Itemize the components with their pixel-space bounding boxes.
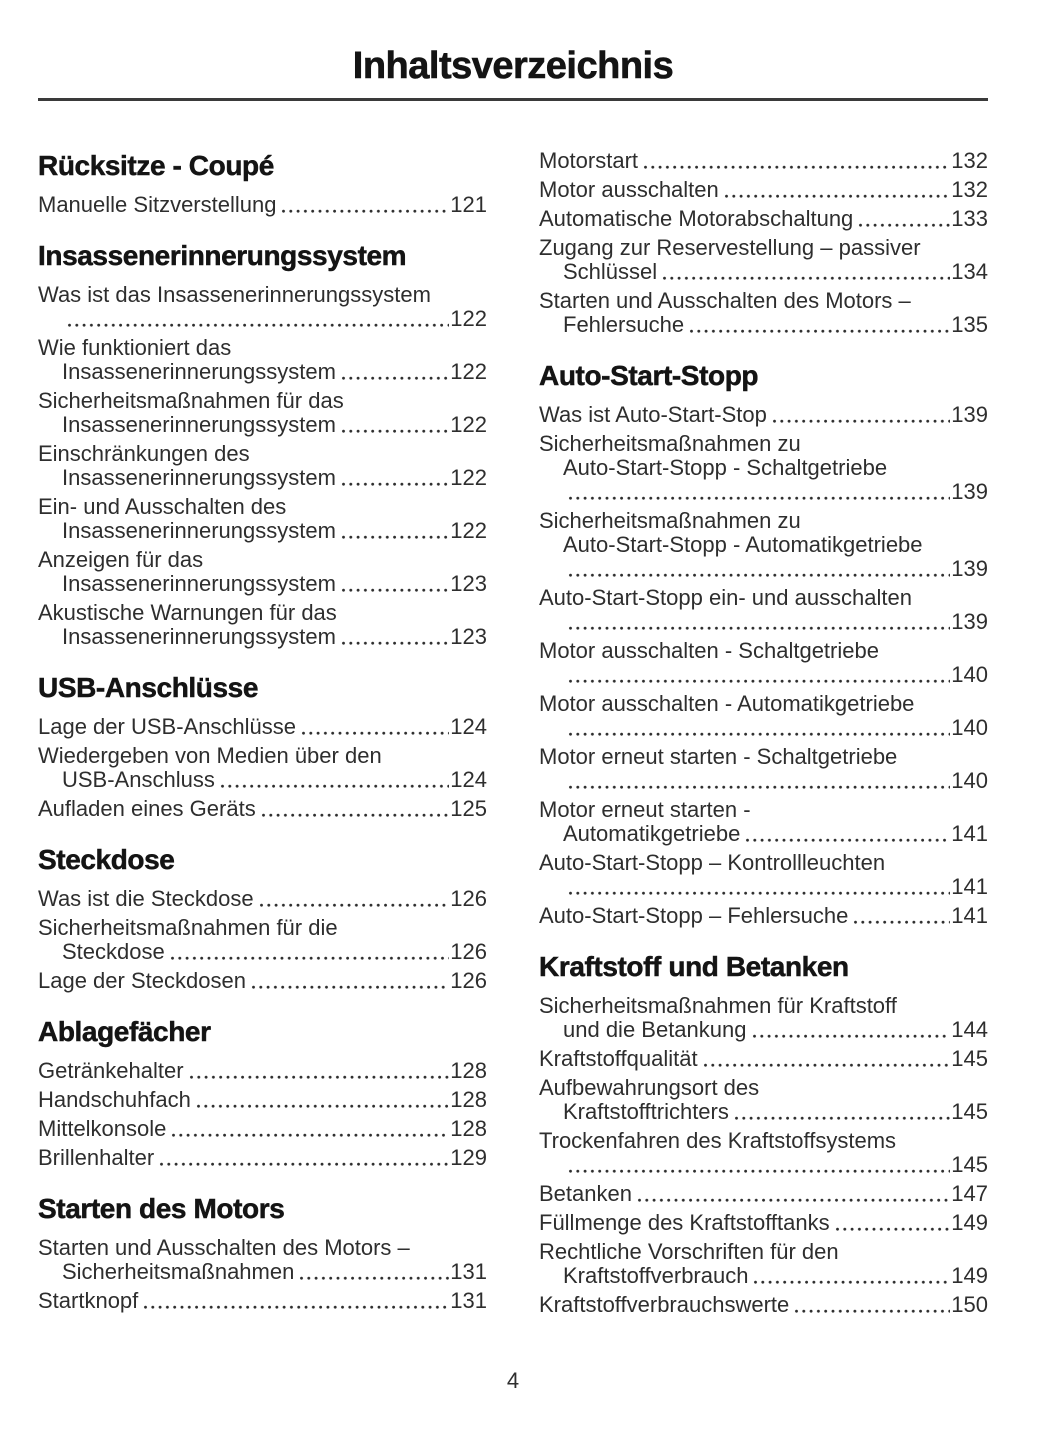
toc-entry — [38, 1088, 487, 1112]
entry-text: Was ist die Steckdose — [38, 886, 254, 911]
toc-entry — [38, 1236, 487, 1284]
entry-last-line — [38, 887, 487, 911]
entry-text: Insassenerinnerungssystem — [62, 518, 336, 543]
section-heading: USB-Anschlüsse — [38, 672, 259, 703]
entry-text: Aufladen eines Geräts — [38, 796, 256, 821]
entry-text: Kraftstoffverbrauch — [563, 1263, 749, 1288]
entry-text: Motorstart — [539, 148, 639, 173]
entry-page-ref: 122 — [450, 518, 487, 543]
entry-last-line — [38, 413, 487, 437]
section-heading: Steckdose — [38, 844, 175, 875]
dot-leader — [281, 208, 449, 214]
entry-page-ref: 123 — [450, 571, 487, 596]
page-number: 4 — [506, 1368, 520, 1393]
toc-section — [38, 149, 487, 217]
entry-page-ref: 122 — [450, 465, 487, 490]
entry-page-ref: 132 — [951, 177, 988, 202]
entry-text: Automatische Motorabschaltung — [539, 206, 854, 231]
toc-entry — [38, 744, 487, 792]
entry-last-line — [539, 178, 988, 202]
dot-leader — [662, 275, 950, 281]
entry-line: Motor ausschalten - Automatikgetriebe — [539, 691, 915, 716]
toc-entry — [38, 193, 487, 217]
entry-line: Sicherheitsmaßnahmen für die — [38, 915, 338, 940]
section-heading: Auto-Start-Stopp — [539, 360, 759, 391]
toc-entry — [38, 283, 487, 331]
dot-leader — [189, 1074, 450, 1080]
entry-line: Sicherheitsmaßnahmen zu — [539, 431, 801, 456]
entry-line: Akustische Warnungen für das — [38, 600, 337, 625]
entry-text: und die Betankung — [563, 1017, 747, 1042]
entry-page-ref: 140 — [951, 715, 988, 740]
entry-last-line — [38, 519, 487, 543]
entry-page-ref: 126 — [450, 939, 487, 964]
entry-text: Was ist Auto-Start-Stop — [539, 402, 767, 427]
entry-last-line — [539, 1153, 988, 1177]
entry-text: Füllmenge des Kraftstofftanks — [539, 1210, 830, 1235]
entry-text: Kraftstofftrichters — [563, 1099, 729, 1124]
entry-last-line — [539, 716, 988, 740]
entry-text: Sicherheitsmaßnahmen — [62, 1259, 295, 1284]
entry-line: Auto-Start-Stopp ein- und ausschalten — [539, 585, 913, 610]
entry-last-line — [539, 403, 988, 427]
toc-entry — [38, 1289, 487, 1313]
entry-page-ref: 122 — [450, 306, 487, 331]
entry-page-ref: 122 — [450, 412, 487, 437]
dot-leader — [853, 919, 950, 925]
toc-entry — [539, 1240, 988, 1288]
dot-leader — [724, 193, 951, 199]
dot-leader — [637, 1197, 950, 1203]
toc-entry — [539, 403, 988, 427]
entry-last-line — [38, 1117, 487, 1141]
entry-last-line — [38, 1260, 487, 1284]
entry-last-line — [539, 822, 988, 846]
dot-leader — [159, 1161, 449, 1167]
entry-line: Auto-Start-Stopp - Schaltgetriebe — [563, 455, 888, 480]
entry-text: Automatikgetriebe — [563, 821, 741, 846]
entry-page-ref: 140 — [951, 768, 988, 793]
entry-page-ref: 141 — [951, 874, 988, 899]
toc-entry — [38, 389, 487, 437]
entry-text: Insassenerinnerungssystem — [62, 571, 336, 596]
dot-leader — [568, 625, 950, 631]
entry-line: Wie funktioniert das — [38, 335, 232, 360]
entry-text: Fehlersuche — [563, 312, 685, 337]
dot-leader — [772, 418, 950, 424]
dot-leader — [301, 730, 449, 736]
entry-last-line — [38, 625, 487, 649]
entry-page-ref: 145 — [951, 1099, 988, 1124]
toc-entry — [539, 1047, 988, 1071]
toc-entry — [539, 586, 988, 634]
toc-entry — [38, 969, 487, 993]
toc-entry — [539, 904, 988, 928]
entry-text: Auto-Start-Stopp – Fehlersuche — [539, 903, 849, 928]
toc-entry — [539, 207, 988, 231]
dot-leader — [261, 812, 450, 818]
toc-section — [38, 239, 487, 649]
dot-leader — [689, 328, 950, 334]
entry-line: Einschränkungen des — [38, 441, 250, 466]
toc-column-right — [539, 149, 988, 1322]
entry-last-line — [539, 1211, 988, 1235]
entry-text: USB-Anschluss — [62, 767, 215, 792]
dot-leader — [299, 1275, 449, 1281]
section-heading: Starten des Motors — [38, 1193, 285, 1224]
entry-text: Kraftstoffverbrauchswerte — [539, 1292, 790, 1317]
dot-leader — [143, 1304, 449, 1310]
entry-last-line — [539, 1182, 988, 1206]
dot-leader — [568, 495, 950, 501]
entry-line: Auto-Start-Stopp – Kontrollleuchten — [539, 850, 886, 875]
entry-page-ref: 126 — [450, 886, 487, 911]
toc-entry — [539, 1211, 988, 1235]
dot-leader — [251, 984, 449, 990]
entry-text: Betanken — [539, 1181, 632, 1206]
entry-last-line — [539, 1018, 988, 1042]
toc-entry — [539, 692, 988, 740]
entry-page-ref: 133 — [951, 206, 988, 231]
dot-leader — [341, 375, 449, 381]
dot-leader — [220, 783, 449, 789]
toc-section — [38, 843, 487, 993]
entry-last-line — [38, 940, 487, 964]
entry-line: Motor erneut starten - Schaltgetriebe — [539, 744, 898, 769]
entry-text: Getränkehalter — [38, 1058, 184, 1083]
entry-text: Insassenerinnerungssystem — [62, 412, 336, 437]
entry-last-line — [539, 875, 988, 899]
toc-entry — [38, 1146, 487, 1170]
toc-column-left — [38, 149, 487, 1322]
entry-last-line — [539, 769, 988, 793]
entry-page-ref: 139 — [951, 609, 988, 634]
toc-section — [539, 359, 988, 928]
entry-page-ref: 149 — [951, 1210, 988, 1235]
entry-text: Handschuhfach — [38, 1087, 191, 1112]
entry-text: Motor ausschalten — [539, 177, 719, 202]
entry-text: Steckdose — [62, 939, 165, 964]
entry-last-line — [38, 768, 487, 792]
toc-section — [539, 950, 988, 1317]
entry-last-line — [38, 1146, 487, 1170]
title-divider — [38, 98, 988, 101]
entry-page-ref: 149 — [951, 1263, 988, 1288]
entry-last-line — [539, 557, 988, 581]
toc-entry — [38, 495, 487, 543]
dot-leader — [259, 902, 450, 908]
entry-line: Anzeigen für das — [38, 547, 204, 572]
entry-page-ref: 140 — [951, 662, 988, 687]
entry-last-line — [38, 715, 487, 739]
dot-leader — [752, 1033, 951, 1039]
toc-section — [539, 149, 988, 337]
entry-line: Motor erneut starten - — [539, 797, 751, 822]
entry-line: Was ist das Insassenerinnerungssystem — [38, 282, 431, 307]
entry-last-line — [539, 1100, 988, 1124]
entry-page-ref: 141 — [951, 821, 988, 846]
entry-page-ref: 121 — [450, 192, 487, 217]
section-heading: Rücksitze - Coupé — [38, 150, 274, 181]
entry-last-line — [539, 313, 988, 337]
toc-entry — [38, 1117, 487, 1141]
dot-leader — [858, 222, 950, 228]
toc-section — [38, 671, 487, 821]
dot-leader — [568, 784, 950, 790]
entry-page-ref: 131 — [450, 1288, 487, 1313]
entry-last-line — [539, 1264, 988, 1288]
entry-line: Ein- und Ausschalten des — [38, 494, 287, 519]
entry-text: Insassenerinnerungssystem — [62, 465, 336, 490]
entry-page-ref: 126 — [450, 968, 487, 993]
entry-text: Mittelkonsole — [38, 1116, 167, 1141]
section-heading: Ablagefächer — [38, 1016, 211, 1047]
dot-leader — [171, 1132, 449, 1138]
entry-text: Lage der USB-Anschlüsse — [38, 714, 297, 739]
entry-page-ref: 128 — [450, 1116, 487, 1141]
entry-line: Sicherheitsmaßnahmen zu — [539, 508, 801, 533]
entry-last-line — [539, 904, 988, 928]
entry-page-ref: 144 — [951, 1017, 988, 1042]
entry-line: Motor ausschalten - Schaltgetriebe — [539, 638, 879, 663]
toc-entry — [38, 601, 487, 649]
entry-page-ref: 145 — [951, 1152, 988, 1177]
entry-page-ref: 124 — [450, 714, 487, 739]
entry-last-line — [38, 466, 487, 490]
entry-page-ref: 139 — [951, 556, 988, 581]
entry-line: Auto-Start-Stopp - Automatikgetriebe — [563, 532, 923, 557]
toc-entry — [38, 336, 487, 384]
dot-leader — [643, 164, 950, 170]
entry-last-line — [539, 149, 988, 173]
entry-last-line — [539, 610, 988, 634]
toc-entry — [38, 548, 487, 596]
toc-entry — [38, 797, 487, 821]
entry-page-ref: 135 — [951, 312, 988, 337]
toc-entry — [539, 1293, 988, 1317]
entry-line: Trockenfahren des Kraftstoffsystems — [539, 1128, 897, 1153]
section-heading: Kraftstoff und Betanken — [539, 951, 849, 982]
toc-entry — [539, 798, 988, 846]
entry-last-line — [539, 663, 988, 687]
toc-entry — [38, 442, 487, 490]
entry-last-line — [38, 1059, 487, 1083]
dot-leader — [568, 572, 950, 578]
dot-leader — [341, 481, 449, 487]
entry-page-ref: 122 — [450, 359, 487, 384]
entry-page-ref: 141 — [951, 903, 988, 928]
entry-text: Lage der Steckdosen — [38, 968, 246, 993]
dot-leader — [753, 1279, 950, 1285]
toc-entry — [539, 851, 988, 899]
entry-last-line — [38, 1289, 487, 1313]
dot-leader — [835, 1226, 951, 1232]
entry-last-line — [539, 1047, 988, 1071]
dot-leader — [794, 1308, 950, 1314]
entry-page-ref: 139 — [951, 479, 988, 504]
dot-leader — [568, 890, 950, 896]
entry-text: Insassenerinnerungssystem — [62, 359, 336, 384]
entry-line: Zugang zur Reservestellung – passiver — [539, 235, 921, 260]
dot-leader — [568, 1168, 950, 1174]
dot-leader — [568, 731, 950, 737]
entry-line: Sicherheitsmaßnahmen für das — [38, 388, 344, 413]
entry-last-line — [38, 307, 487, 331]
entry-text: Startknopf — [38, 1288, 139, 1313]
entry-page-ref: 132 — [951, 148, 988, 173]
entry-last-line — [38, 193, 487, 217]
entry-last-line — [539, 1293, 988, 1317]
toc-section — [38, 1192, 487, 1313]
dot-leader — [196, 1103, 449, 1109]
entry-page-ref: 124 — [450, 767, 487, 792]
entry-text: Kraftstoffqualität — [539, 1046, 698, 1071]
entry-text: Schlüssel — [563, 259, 658, 284]
toc-entry — [539, 639, 988, 687]
toc-entry — [38, 715, 487, 739]
toc-entry — [539, 1076, 988, 1124]
entry-text: Manuelle Sitzverstellung — [38, 192, 277, 217]
entry-line: Starten und Ausschalten des Motors – — [38, 1235, 410, 1260]
toc-entry — [38, 887, 487, 911]
toc-entry — [539, 745, 988, 793]
entry-page-ref: 145 — [951, 1046, 988, 1071]
entry-last-line — [38, 969, 487, 993]
toc-entry — [539, 994, 988, 1042]
dot-leader — [703, 1062, 951, 1068]
dot-leader — [734, 1115, 950, 1121]
toc-section — [38, 1015, 487, 1170]
section-heading: Insassenerinnerungssystem — [38, 240, 407, 271]
toc-columns — [38, 149, 988, 1322]
entry-line: Rechtliche Vorschriften für den — [539, 1239, 839, 1264]
entry-page-ref: 134 — [951, 259, 988, 284]
entry-page-ref: 129 — [450, 1145, 487, 1170]
entry-last-line — [38, 1088, 487, 1112]
entry-line: Starten und Ausschalten des Motors – — [539, 288, 911, 313]
toc-entry — [539, 509, 988, 581]
entry-last-line — [38, 360, 487, 384]
toc-entry — [539, 149, 988, 173]
entry-line: Wiedergeben von Medien über den — [38, 743, 382, 768]
dot-leader — [170, 955, 450, 961]
entry-line: Sicherheitsmaßnahmen für Kraftstoff — [539, 993, 897, 1018]
dot-leader — [745, 837, 950, 843]
toc-entry — [539, 289, 988, 337]
entry-text: Brillenhalter — [38, 1145, 155, 1170]
toc-entry — [539, 178, 988, 202]
entry-page-ref: 128 — [450, 1087, 487, 1112]
entry-last-line — [38, 797, 487, 821]
toc-entry — [539, 1129, 988, 1177]
entry-page-ref: 139 — [951, 402, 988, 427]
toc-entry — [539, 1182, 988, 1206]
dot-leader — [341, 587, 449, 593]
toc-entry — [38, 916, 487, 964]
entry-page-ref: 128 — [450, 1058, 487, 1083]
entry-page-ref: 150 — [951, 1292, 988, 1317]
dot-leader — [341, 534, 449, 540]
entry-last-line — [539, 480, 988, 504]
toc-entry — [539, 236, 988, 284]
entry-line: Aufbewahrungsort des — [539, 1075, 760, 1100]
entry-page-ref: 131 — [450, 1259, 487, 1284]
entry-page-ref: 123 — [450, 624, 487, 649]
entry-page-ref: 125 — [450, 796, 487, 821]
dot-leader — [341, 428, 449, 434]
entry-text: Insassenerinnerungssystem — [62, 624, 336, 649]
entry-page-ref: 147 — [951, 1181, 988, 1206]
dot-leader — [67, 322, 449, 328]
toc-entry — [539, 432, 988, 504]
entry-last-line — [539, 260, 988, 284]
toc-entry — [38, 1059, 487, 1083]
page-title: Inhaltsverzeichnis — [352, 45, 674, 87]
entry-last-line — [539, 207, 988, 231]
dot-leader — [568, 678, 950, 684]
entry-last-line — [38, 572, 487, 596]
dot-leader — [341, 640, 449, 646]
